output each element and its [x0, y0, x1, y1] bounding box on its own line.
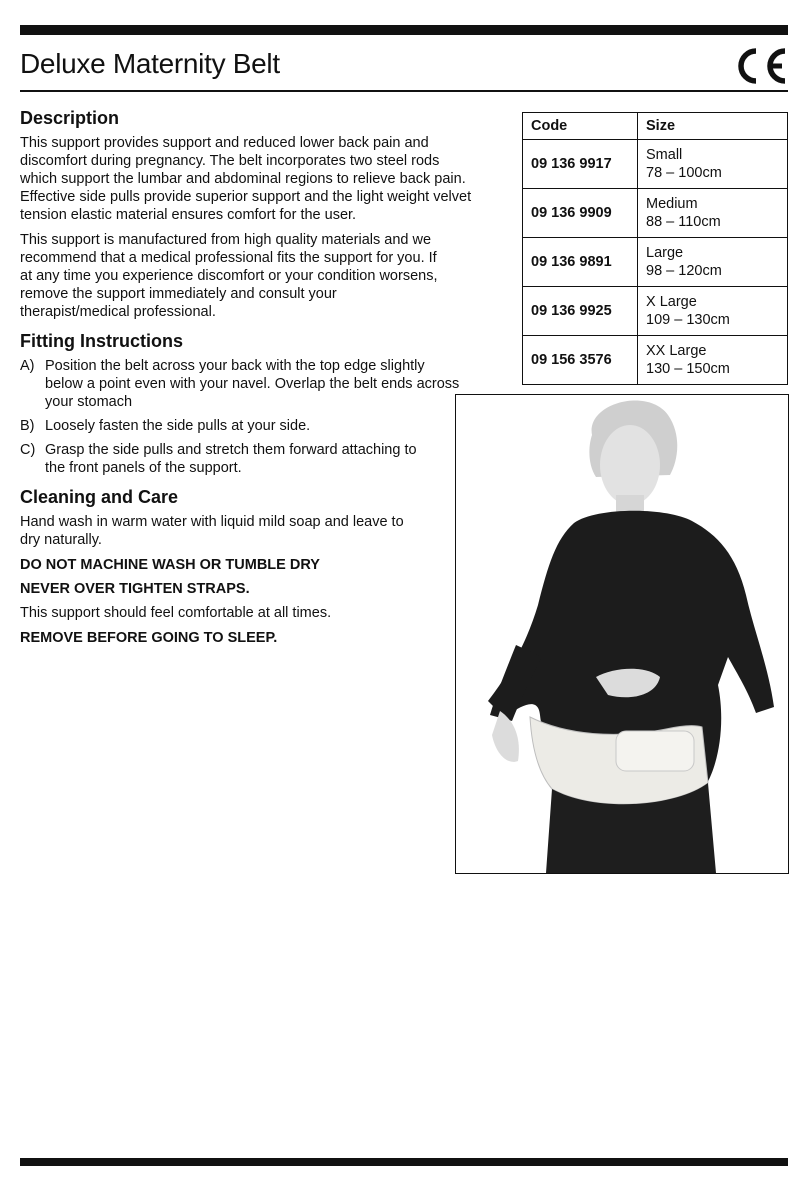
cleaning-paragraph-2: This support should feel comfortable at all times. [20, 605, 332, 621]
size-cell [638, 238, 788, 287]
cleaning-warning-1: DO NOT MACHINE WASH OR TUMBLE DRY [20, 557, 320, 573]
table-row [523, 287, 788, 336]
size-cell [638, 189, 788, 238]
product-photo [455, 394, 789, 874]
size-range: 98 – 120cm [646, 263, 722, 279]
table-row [523, 336, 788, 385]
face-shape [600, 425, 660, 505]
title-rule [20, 90, 788, 92]
step-letter: A) [20, 358, 35, 374]
size-cell [638, 140, 788, 189]
table-row [523, 189, 788, 238]
cleaning-paragraph-1: Hand wash in warm water with liquid mild soap and leave to dry naturally. [20, 514, 404, 548]
code-column-header: Code [523, 113, 638, 140]
cleaning-section [20, 487, 480, 647]
fitting-heading: Fitting Instructions [20, 331, 183, 351]
size-name: XX Large [646, 343, 707, 359]
size-range: 88 – 110cm [646, 214, 721, 230]
step-text: Grasp the side pulls and stretch them forward attaching to the front panels of the support. [45, 442, 417, 476]
table-header-row [523, 113, 788, 140]
code-cell: 09 136 9891 [523, 238, 638, 287]
cleaning-warning-2: NEVER OVER TIGHTEN STRAPS. [20, 581, 250, 597]
size-range: 109 – 130cm [646, 312, 730, 328]
step-letter: C) [20, 442, 36, 458]
code-cell: 09 136 9917 [523, 140, 638, 189]
ce-mark-icon [732, 46, 790, 86]
page-title: Deluxe Maternity Belt [20, 48, 280, 79]
step-text: Loosely fasten the side pulls at your side. [45, 418, 311, 434]
size-name: X Large [646, 294, 697, 310]
code-cell: 09 156 3576 [523, 336, 638, 385]
bottom-rule [20, 1158, 788, 1166]
fitting-step [20, 441, 440, 477]
fitting-steps [20, 357, 480, 477]
table-row [523, 238, 788, 287]
size-column-header: Size [638, 113, 788, 140]
size-name: Large [646, 245, 684, 261]
size-range: 78 – 100cm [646, 165, 722, 181]
fitting-step [20, 417, 480, 435]
cleaning-heading: Cleaning and Care [20, 487, 179, 507]
fitting-section [20, 331, 480, 477]
model-illustration [456, 395, 788, 873]
fitting-step [20, 357, 460, 411]
size-name: Medium [646, 196, 698, 212]
size-range: 130 – 150cm [646, 361, 730, 377]
code-cell: 09 136 9909 [523, 189, 638, 238]
description-paragraph-2: This support is manufactured from high quality materials and we recommend that a medical professional fits the support for you. If at any time you experience discomfort or your condition worsens, remove the support immediately and consult your therapist/medical professional. [20, 232, 438, 320]
main-content [20, 108, 480, 653]
step-letter: B) [20, 418, 35, 434]
top-rule [20, 25, 788, 35]
table-row [523, 140, 788, 189]
code-cell: 09 136 9925 [523, 287, 638, 336]
size-name: Small [646, 147, 683, 163]
size-cell [638, 336, 788, 385]
description-paragraph-1: This support provides support and reduced lower back pain and discomfort during pregnancy. The belt incorporates two steel rods which support the lumbar and abdominal regions to relieve back pain. Effective side pulls provide superior support and the light weight velvet tension elastic material ensures comfort for the user. [20, 135, 472, 223]
description-section [20, 108, 480, 321]
cleaning-warning-3: REMOVE BEFORE GOING TO SLEEP. [20, 630, 278, 646]
belt-panel [616, 731, 694, 771]
size-cell [638, 287, 788, 336]
size-table [522, 112, 788, 385]
step-text: Position the belt across your back with the top edge slightly below a point even with your navel. Overlap the belt ends across your stomach [45, 358, 460, 410]
description-heading: Description [20, 108, 120, 128]
